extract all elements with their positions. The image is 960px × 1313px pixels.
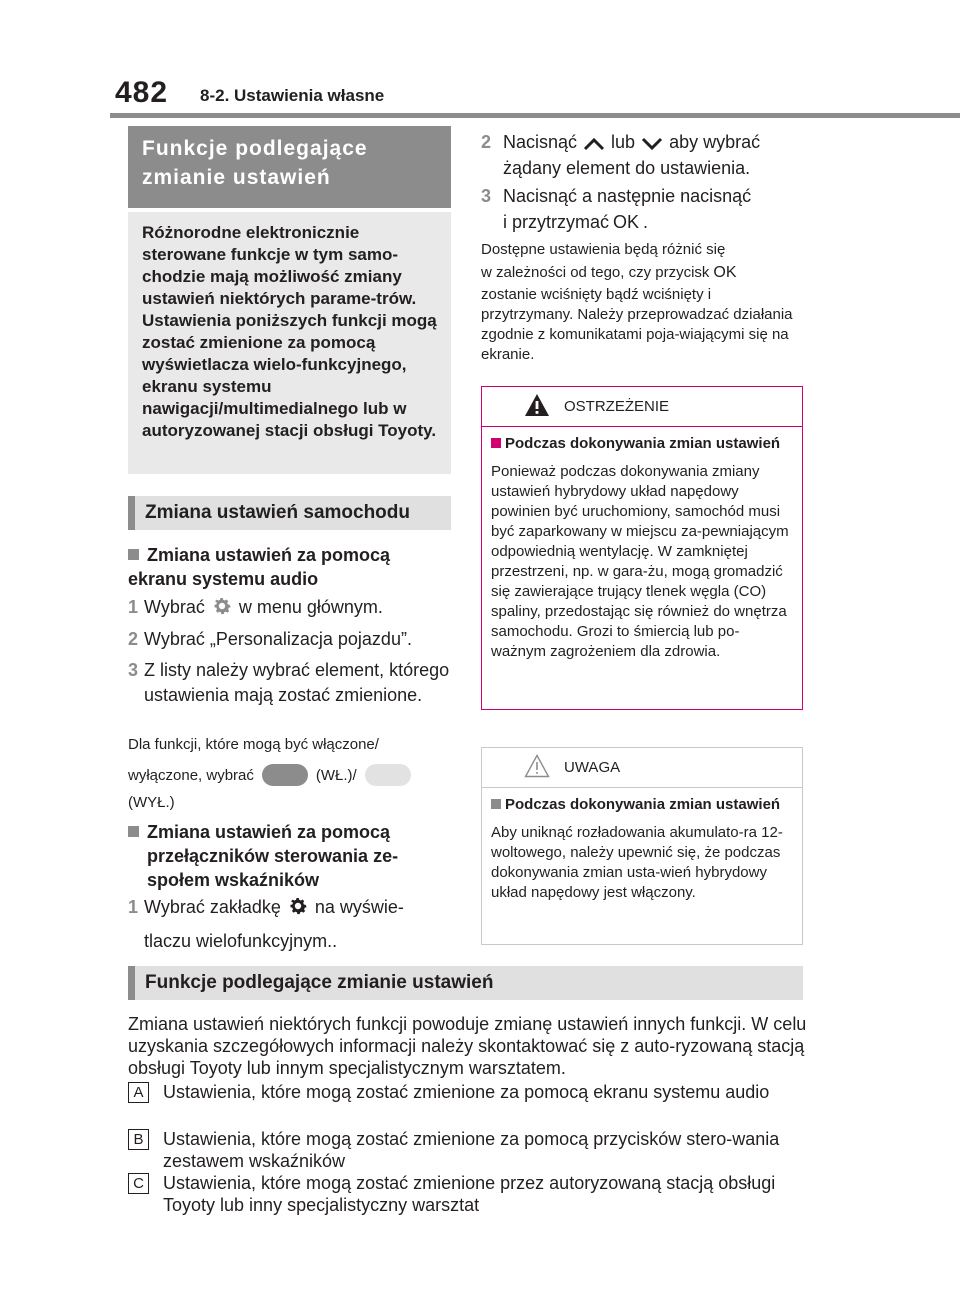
list-item-text: Ustawienia, które mogą zostać zmienione za pomocą ekranu systemu audio [163,1082,770,1102]
notice-header: UWAGA [482,748,802,788]
step-meter-1: 1 Wybrać zakładkę na wyświe- [128,895,458,924]
section-heading-linked-functions: Funkcje podlegające zmianie ustawień [128,966,803,1000]
warning-subheading: Podczas dokonywania zmian ustawień [491,435,793,452]
ok-button-glyph: OK [613,212,640,232]
step-meter-1-cont: tlaczu wielofunkcyjnym.. [144,931,338,951]
chevron-down-icon [641,133,663,158]
warning-box [481,386,803,710]
caution-triangle-icon [524,754,550,778]
list-item-text: Ustawienia, które mogą zostać zmienione za pomocą przycisków stero-wania zestawem wskaźników [163,1129,780,1171]
list-item [128,1128,808,1172]
label-c-badge: C [128,1173,149,1194]
list-item [128,1081,808,1125]
square-bullet-icon [128,549,139,560]
chevron-up-icon [583,133,605,158]
subheading-meter-switches: Zmiana ustawień za pomocą przełączników sterowania ze-społem wskaźników [128,820,451,892]
section-title: 8-2. Ustawienia własne [200,86,385,105]
note-toggle-line3: (WYŁ.) [128,794,175,811]
step-audio-3: 3 Z listy należy wybrać element, którego ustawienia mają zostać zmienione. [128,660,450,705]
toggle-off-icon [365,764,411,786]
note-toggle-line2: wyłączone, wybrać (WŁ.)/ [128,764,458,786]
toggle-on-icon [262,764,308,786]
step-audio-2: 2 Wybrać „Personalizacja pojazdu”. [128,629,412,649]
header-rule [110,113,960,118]
chapter-title-block: Funkcje podlegające zmianie ustawień [128,126,451,208]
step-select-2-cont: żądany element do ustawienia. [503,158,751,178]
gear-icon [287,895,309,924]
warning-text: Ponieważ podczas dokonywania zmiany ustawień hybrydowy układ napędowy powinien być uruchomiony, samochód musi być zaparkowany w miejscu za-pewniającym odpowiednią wentylację. W zamkniętej przestrzeni, np. w gara-żu, mogą gromadzić się zawierające trujący tlenek węgla (CO) spaliny, przedostając się również do wnętrza samochodu. Grozi to śmiercią lub po-ważnym zagrożeniem dla zdrowia. [491,463,789,660]
ok-button-glyph: OK [713,264,737,281]
note-toggle-line1: Dla funkcji, które mogą być włączone/ [128,736,379,753]
note-ok-rest: zostanie wciśnięty bądź wciśnięty i przytrzymany. Należy przeprowadzać działania zgodnie z komunikatami poja-wiającymi się na ekranie. [481,286,793,363]
subheading-audio: Zmiana ustawień za pomocą ekranu systemu audio [128,545,391,589]
section-heading-vehicle: Zmiana ustawień samochodu [128,496,451,530]
step-select-2: 2 Nacisnąć lub aby wybrać [481,130,811,158]
step-audio-1: 1 Wybrać w menu głównym. [128,595,458,624]
step-select-3: 3 Nacisnąć a następnie nacisnąć [481,186,752,206]
linked-functions-paragraph: Zmiana ustawień niektórych funkcji powoduje zmianę ustawień innych funkcji. W celu uzyskania szczegółowych informacji należy skontaktować się z auto-ryzowaną stacją obsługi Toyoty lub innym specjalistycznym warsztatem. [128,1014,807,1078]
notice-subheading: Podczas dokonywania zmian ustawień [491,796,793,813]
gear-icon [211,595,233,624]
page-number: 482 [115,76,169,109]
square-bullet-icon [491,438,501,448]
note-ok-line2: w zależności od tego, czy przycisk OK [481,263,811,283]
notice-box [481,747,803,945]
square-bullet-icon [491,799,501,809]
square-bullet-icon [128,826,139,837]
list-item-text: Ustawienia, które mogą zostać zmienione przez autoryzowaną stacją obsługi Toyoty lub inny specjalistyczny warsztat [163,1173,776,1215]
intro-block: Różnorodne elektronicznie sterowane funkcje w tym samo-chodzie mają możliwość zmiany ustawień niektórych parame-trów. Ustawienia poniższych funkcji mogą zostać zmienione za pomocą wyświetlacza wielo-funkcyjnego, ekranu systemu nawigacji/multimedialnego lub w autoryzowanej stacji obsługi Toyoty. [128,212,451,474]
warning-header: OSTRZEŻENIE [482,387,802,427]
step-select-3-cont: i przytrzymać OK . [503,210,813,235]
notice-text: Aby uniknąć rozładowania akumulato-ra 12-woltowego, należy upewnić się, że podczas dokonywania zmian usta-wień hybrydowy układ napędowy jest włączony. [491,824,783,901]
warning-triangle-icon [524,393,550,417]
list-item [128,1172,808,1216]
label-a-badge: A [128,1082,149,1103]
note-ok-line1: Dostępne ustawienia będą różnić się [481,241,726,258]
label-b-badge: B [128,1129,149,1150]
